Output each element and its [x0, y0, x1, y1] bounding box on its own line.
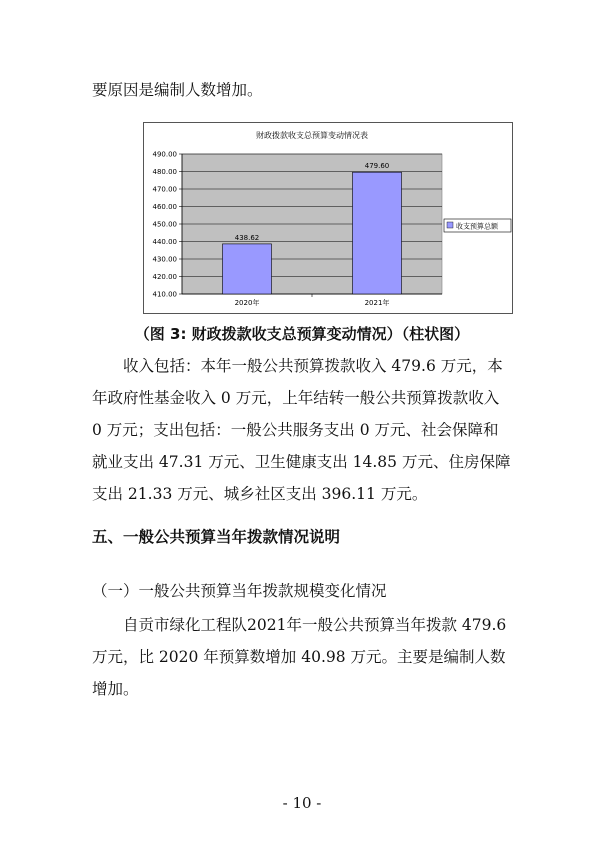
y-tick-label: 420.00 [152, 273, 177, 281]
page-number: - 10 - [282, 794, 322, 812]
section-heading-5: 五、一般公共预算当年拨款情况说明 [92, 528, 341, 546]
intro-text: 要原因是编制人数增加。 [92, 81, 263, 99]
y-tick-label: 460.00 [152, 203, 177, 211]
figure-caption: （图 3: 财政拨款收支总预算变动情况）（柱状图） [134, 325, 470, 343]
y-tick-label: 480.00 [152, 168, 177, 176]
chart-legend [444, 219, 511, 232]
subsection-heading-1: （一）一般公共预算当年拨款规模变化情况 [92, 582, 387, 600]
y-tick-label: 440.00 [152, 238, 177, 246]
y-tick-label: 410.00 [152, 290, 177, 299]
bar-value-label: 479.60 [364, 162, 390, 171]
paragraph-income-expense: 收入包括：本年一般公共预算拨款收入 479.6 万元，本年政府性基金收入 0 万元，上年结转一般公共预算拨款收入 0 万元；支出包括：一般公共服务支出 0 万元、社会保障和就业支出 47.31 万元、卫生健康支出 14.85 万元、住房保障支出 21.33 万元、城乡社区支出 396.11 万元。 [92, 357, 511, 503]
y-tick-label: 430.00 [152, 255, 177, 264]
x-tick-label: 2021年 [364, 299, 390, 307]
y-tick-label: 490.00 [152, 150, 177, 159]
legend-label: 收支预算总额 [456, 222, 498, 231]
bar-value-label: 438.62 [234, 233, 260, 242]
paragraph-appropriation: 自贡市绿化工程队2021年一般公共预算当年拨款 479.6 万元，比 2020 年预算数增加 40.98 万元。主要是编制人数增加。 [92, 616, 507, 698]
chart-svg [144, 123, 512, 313]
budget-chart [143, 122, 513, 314]
bar [223, 244, 272, 294]
legend-swatch [447, 222, 453, 228]
chart-title: 财政拨款收支总预算变动情况表 [256, 131, 368, 140]
y-tick-label: 450.00 [152, 220, 177, 229]
x-tick-label: 2020年 [234, 299, 260, 307]
y-tick-label: 470.00 [152, 185, 177, 194]
bar [353, 172, 402, 294]
